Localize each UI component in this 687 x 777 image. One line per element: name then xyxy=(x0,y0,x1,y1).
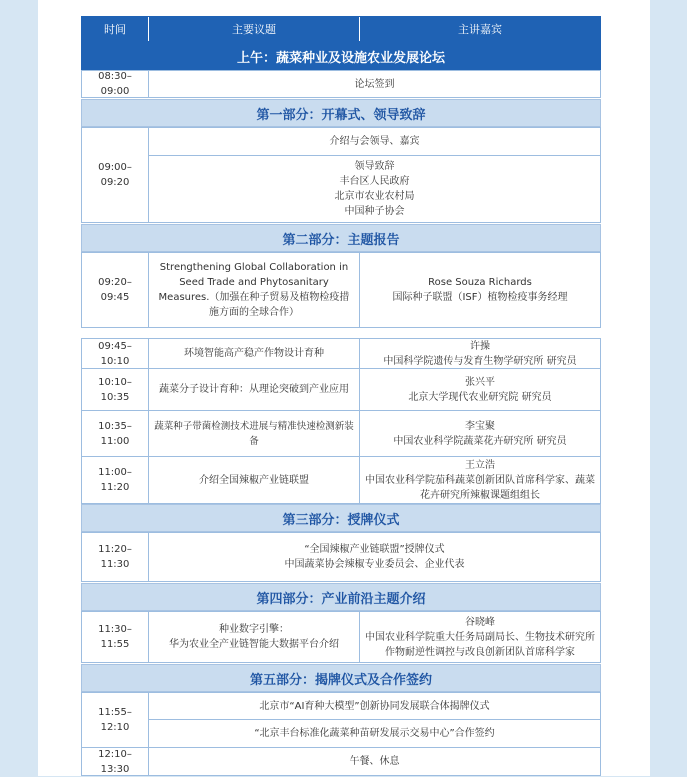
content-cell: 午餐、休息 xyxy=(349,756,400,767)
row-checkin xyxy=(81,70,601,98)
part2-banner: 第二部分：主题报告 xyxy=(81,224,601,252)
topic-cell: 种业数字引擎： 华为农业全产业链智能大数据平台介绍 xyxy=(169,624,339,650)
speaker-cell: 王立浩 中国农业科学院茄科蔬菜创新团队首席科学家、蔬菜花卉研究所辣椒课题组组长 xyxy=(365,459,595,501)
agenda-page xyxy=(38,0,650,776)
time-cell: 11:00–11:20 xyxy=(98,467,132,493)
time-cell: 11:20–11:30 xyxy=(98,544,132,570)
header-speaker: 主讲嘉宾 xyxy=(458,23,502,36)
topic-cell: 环境智能高产稳产作物设计育种 xyxy=(184,348,324,359)
part5-block xyxy=(81,692,601,776)
topic-cell: Strengthening Global Collaboration in Seed Trade and Phytosanitary Measures.（加强在种子贸易及植物检疫措施方面的全球合作） xyxy=(158,262,350,318)
speaker-cell: 李宝聚 中国农业科学院蔬菜花卉研究所 研究员 xyxy=(393,420,567,447)
time-cell: 10:35–11:00 xyxy=(98,420,132,447)
header-time: 时间 xyxy=(82,17,149,41)
table-header xyxy=(81,16,601,42)
part1-banner: 第一部分：开幕式、领导致辞 xyxy=(81,99,601,127)
topic-cell: 蔬菜分子设计育种：从理论突破到产业应用 xyxy=(159,384,349,395)
time-cell: 12:10–13:30 xyxy=(98,748,132,775)
speaker-cell: Rose Souza Richards 国际种子联盟（ISF）植物检疫事务经理 xyxy=(392,277,568,303)
time-cell: 11:30–11:55 xyxy=(98,624,132,650)
part4-block xyxy=(81,611,601,663)
speaker-cell: 许操 中国科学院遗传与发育生物学研究所 研究员 xyxy=(383,340,577,367)
speaker-cell: 谷晓峰 中国农业科学院重大任务局副局长、生物技术研究所作物耐逆性调控与改良创新团队首席科学家 xyxy=(365,616,595,658)
time-cell: 10:10–10:35 xyxy=(98,376,132,403)
time-cell: 09:45–10:10 xyxy=(98,340,132,367)
morning-banner: 上午：蔬菜种业及设施农业发展论坛 xyxy=(81,42,601,70)
part1-block xyxy=(81,127,601,223)
part2-block xyxy=(81,338,601,504)
content-cell: “北京丰台标准化蔬菜种苗研发展示交易中心”合作签约 xyxy=(254,728,495,739)
time-cell: 09:20–09:45 xyxy=(98,277,132,303)
content-cell: 北京市“AI育种大模型”创新协同发展联合体揭牌仪式 xyxy=(259,700,490,712)
topic-cell: 蔬菜种子带菌检测技术进展与精准快速检测新装备 xyxy=(154,420,354,447)
part2-row-1 xyxy=(81,252,601,328)
intro-cell: 介绍与会领导、嘉宾 xyxy=(329,136,420,147)
header-topic: 主要议题 xyxy=(149,17,360,41)
speeches-cell: 领导致辞 丰台区人民政府 北京市农业农村局 中国种子协会 xyxy=(334,161,415,217)
content-cell: “全国辣椒产业链联盟”授牌仪式 中国蔬菜协会辣椒专业委员会、企业代表 xyxy=(284,544,465,570)
topic-cell: 介绍全国辣椒产业链联盟 xyxy=(199,474,309,486)
time-cell: 11:55–12:10 xyxy=(98,707,132,733)
speaker-cell: 张兴平 北京大学现代农业研究院 研究员 xyxy=(408,376,552,403)
content-cell: 论坛签到 xyxy=(354,78,395,90)
part3-block xyxy=(81,532,601,582)
part3-banner: 第三部分：授牌仪式 xyxy=(81,504,601,532)
part4-banner: 第四部分：产业前沿主题介绍 xyxy=(81,583,601,611)
time-cell: 09:00–09:20 xyxy=(98,162,132,188)
part5-banner: 第五部分：揭牌仪式及合作签约 xyxy=(81,664,601,692)
time-cell: 08:30–09:00 xyxy=(98,71,132,97)
